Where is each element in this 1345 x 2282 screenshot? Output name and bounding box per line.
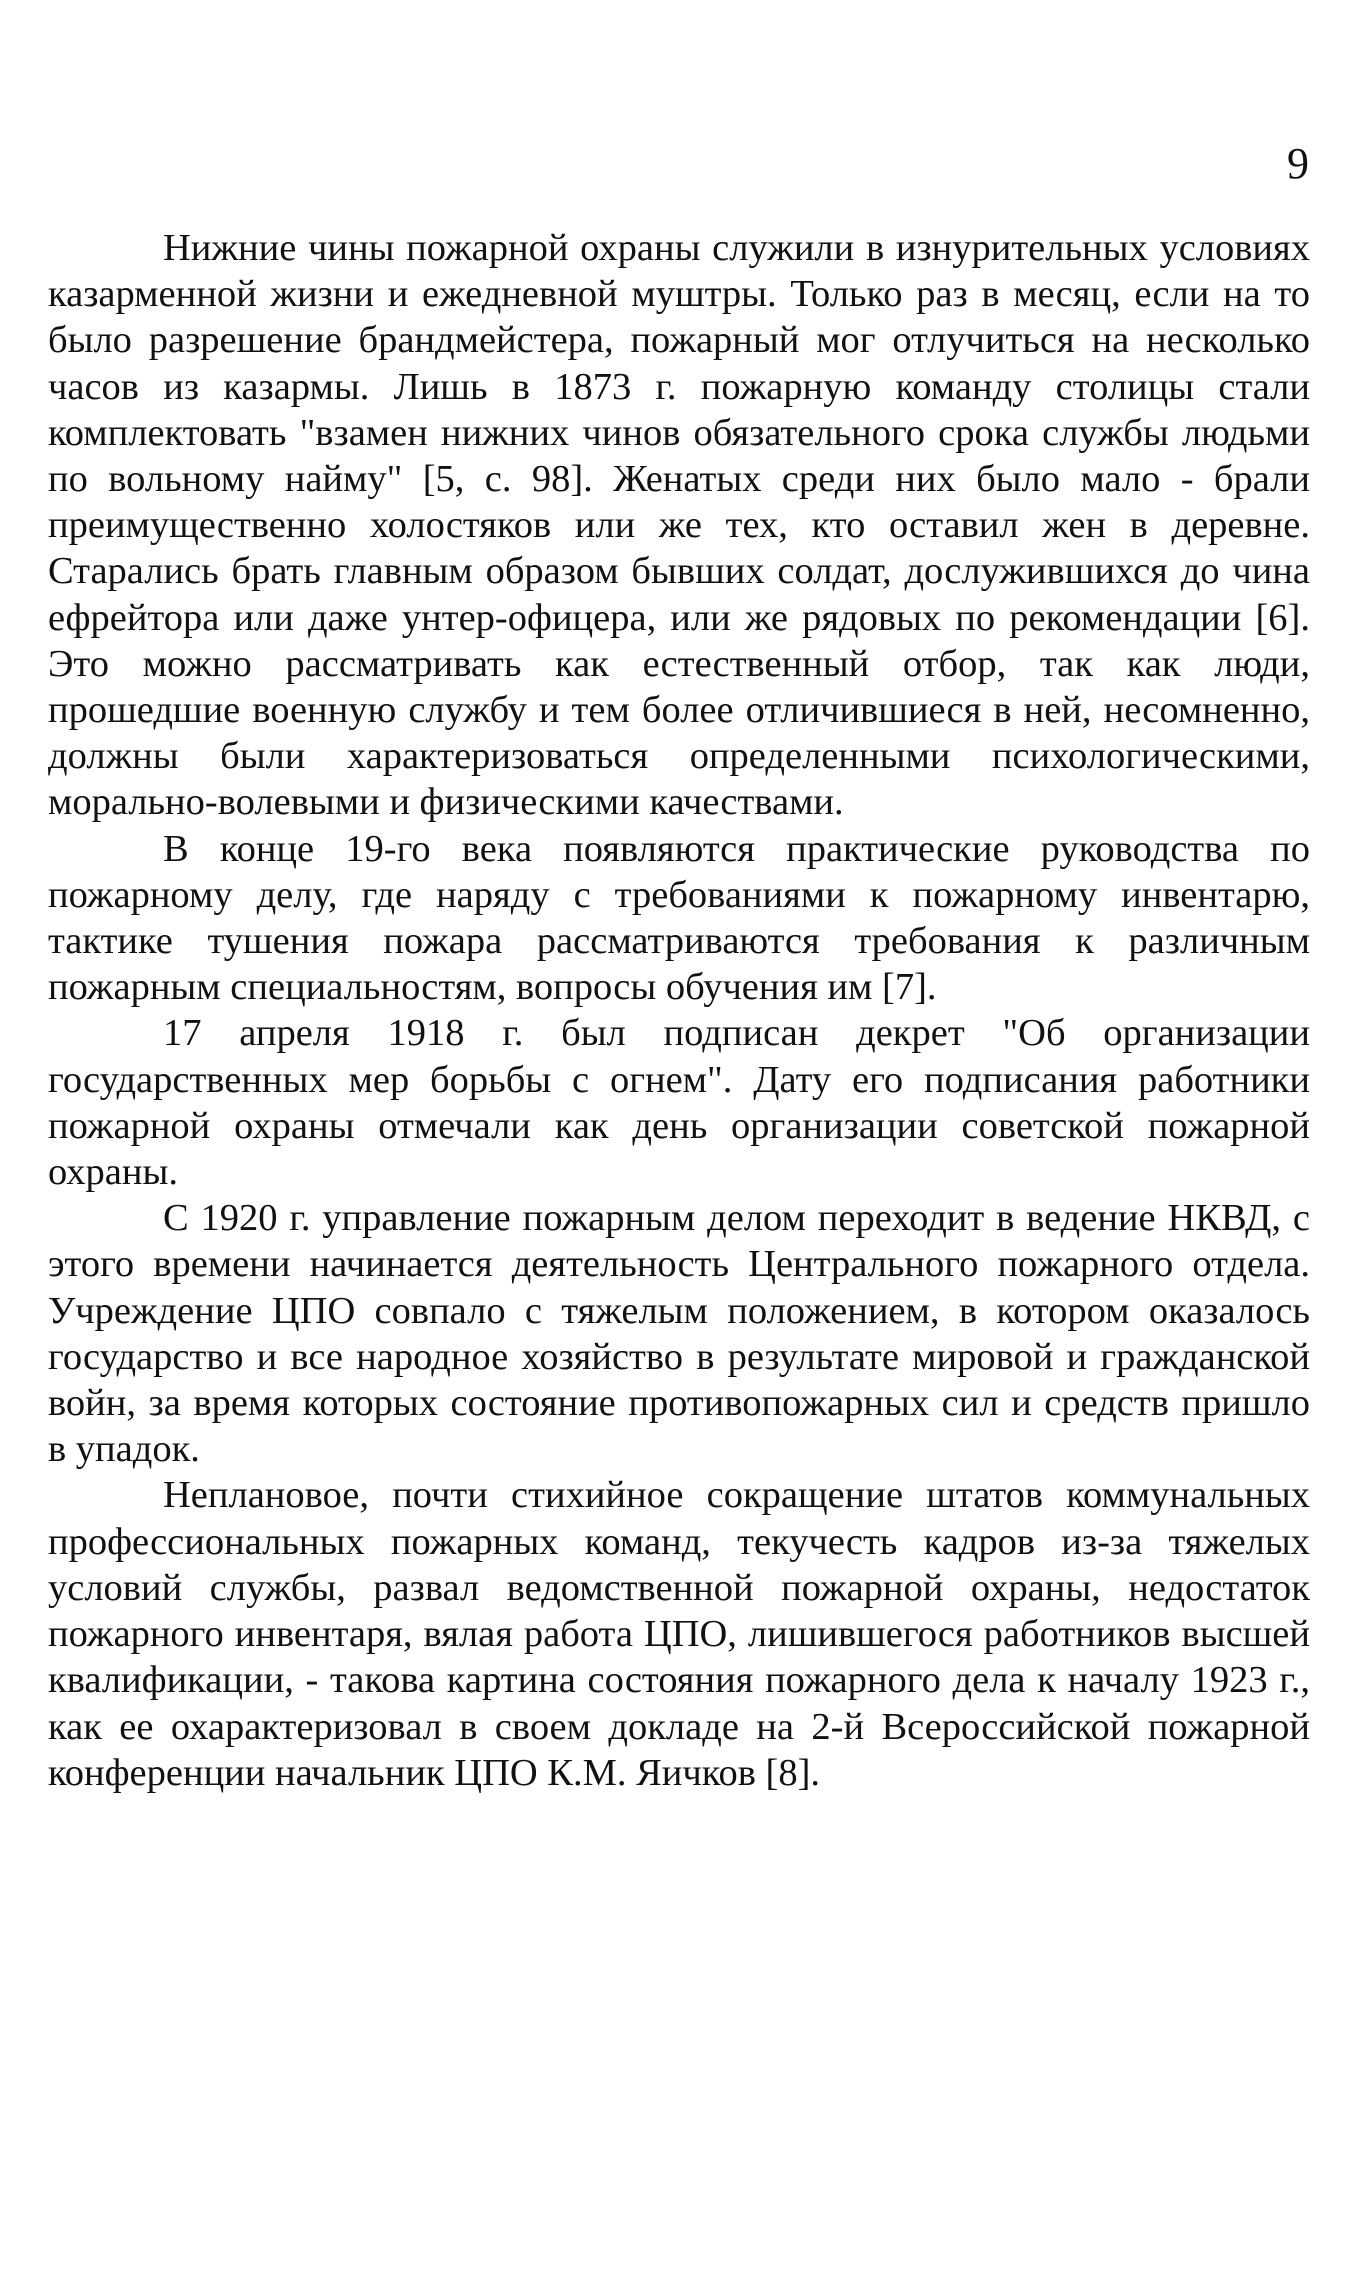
paragraph: Нижние чины пожарной охраны служили в изнурительных условиях казарменной жизни и ежедневной муштры. Только раз в месяц, если на то было разрешение брандмейстера, пожарный мог отлучиться на несколько часов из казармы. Лишь в 1873 г. пожарную команду столицы стали комплектовать "взамен нижних чинов обязательного срока службы людьми по вольному найму" [5, с. 98]. Женатых среди них было мало - брали преимущественно холостяков или же тех, кто оставил жен в деревне. Старались брать главным образом бывших солдат, дослужившихся до чина ефрейтора или даже унтер-офицера, или же рядовых по рекомендации [6]. Это можно рассматривать как естественный отбор, так как люди, прошедшие военную службу и тем более отличившиеся в ней, несомненно, должны были характеризоваться определенными психологическими, морально-волевыми и физическими качествами. [48,227,1310,824]
paragraph: Неплановое, почти стихийное сокращение штатов коммунальных профессиональных пожарных команд, текучесть кадров из-за тяжелых условий службы, развал ведомственной пожарной охраны, недостаток пожарного инвентаря, вялая работа ЦПО, лишившегося работников высшей квалификации, - такова картина состояния пожарного дела к началу 1923 г., как ее охарактеризовал в своем докладе на 2-й Всероссийской пожарной конференции начальник ЦПО К.М. Яичков [8]. [48,1474,1310,1794]
paragraph: С 1920 г. управление пожарным делом переходит в ведение НКВД, с этого времени начинается деятельность Центрального пожарного отдела. Учреждение ЦПО совпало с тяжелым положением, в котором оказалось государство и все народное хозяйство в результате мировой и гражданской войн, за время которых состояние противопожарных сил и средств пришло в упадок. [48,1197,1310,1471]
paragraph: В конце 19-го века появляются практические руководства по пожарному делу, где наряду с требованиями к пожарному инвентарю, тактике тушения пожара рассматриваются требования к различным пожарным специальностям, вопросы обучения им [7]. [48,827,1310,1009]
paragraph: 17 апреля 1918 г. был подписан декрет "Об организации государственных мер борьбы с огнем". Дату его подписания работники пожарной охраны отмечали как день организации советской пожарной охраны. [48,1012,1310,1194]
page-number: 9 [1287,139,1309,188]
body-text [48,225,1310,1796]
